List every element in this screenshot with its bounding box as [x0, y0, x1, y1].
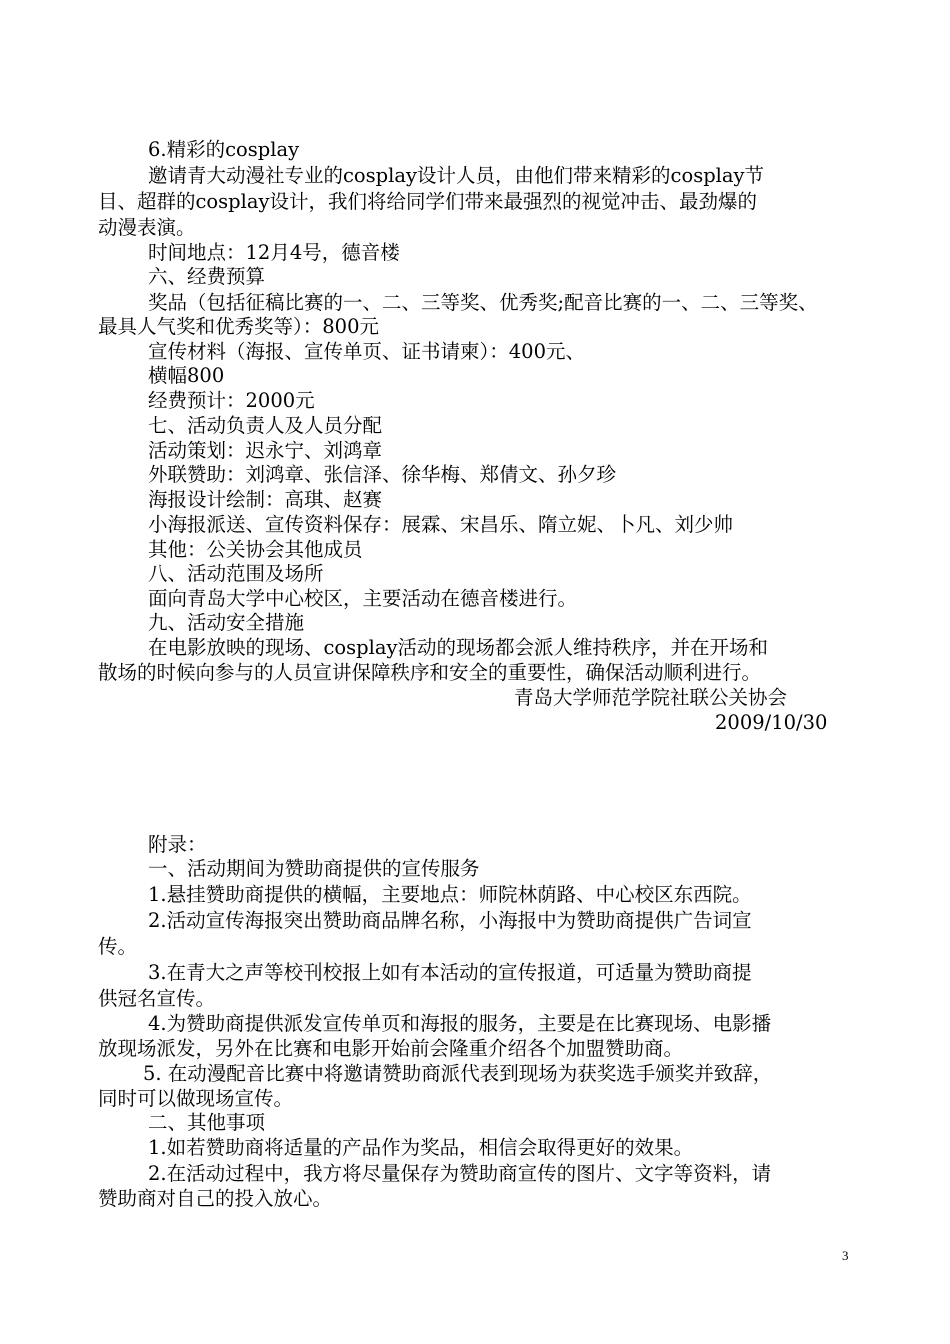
line-distribution: 小海报派送、宣传资料保存：展霖、宋昌乐、隋立妮、卜凡、刘少帅 [148, 513, 734, 536]
line-service-2b: 传。 [98, 935, 138, 958]
signature-organization: 青岛大学师范学院社联公关协会 [514, 686, 788, 709]
line-service-4b: 放现场派发，另外在比赛和电影开始前会隆重介绍各个加盟赞助商。 [98, 1037, 684, 1060]
line-poster-design: 海报设计绘制：高琪、赵赛 [148, 488, 383, 511]
heading-safety: 九、活动安全措施 [148, 611, 305, 634]
line-service-3b: 供冠名宣传。 [98, 987, 216, 1010]
line-banner: 横幅800 [148, 364, 225, 387]
line-safety-2: 散场的时候向参与的人员宣讲保障秩序和安全的重要性，确保活动顺利进行。 [98, 661, 762, 684]
line-scope: 面向青岛大学中心校区，主要活动在德音楼进行。 [148, 587, 578, 610]
line-service-4a: 4.为赞助商提供派发宣传单页和海报的服务，主要是在比赛现场、电影播 [148, 1012, 772, 1035]
heading-staff: 七、活动负责人及人员分配 [148, 414, 383, 437]
line-promo-material: 宣传材料（海报、宣传单页、证书请柬）：400元、 [148, 340, 585, 363]
line-service-2a: 2.活动宣传海报突出赞助商品牌名称，小海报中为赞助商提供广告词宣 [148, 909, 752, 932]
heading-budget: 六、经费预算 [148, 265, 266, 288]
line-prize-2: 最具人气奖和优秀奖等）：800元 [98, 315, 379, 338]
line-planning: 活动策划：迟永宁、刘鸿章 [148, 439, 383, 462]
line-other-1: 1.如若赞助商将适量的产品作为奖品，相信会取得更好的效果。 [148, 1136, 694, 1159]
line-other-2b: 赞助商对自己的投入放心。 [98, 1187, 333, 1210]
line-other-2a: 2.在活动过程中，我方将尽量保存为赞助商宣传的图片、文字等资料，请 [148, 1162, 772, 1185]
line-cosplay-1: 邀请青大动漫社专业的cosplay设计人员，由他们带来精彩的cosplay节 [148, 164, 765, 187]
line-safety-1: 在电影放映的现场、cosplay活动的现场都会派人维持秩序，并在开场和 [148, 636, 769, 659]
heading-sponsor-services: 一、活动期间为赞助商提供的宣传服务 [148, 857, 480, 880]
heading-scope: 八、活动范围及场所 [148, 562, 324, 585]
line-section6-title: 6.精彩的cosplay [148, 138, 300, 161]
page-number: 3 [842, 1248, 849, 1263]
line-service-3a: 3.在青大之声等校刊校报上如有本活动的宣传报道，可适量为赞助商提 [148, 961, 752, 984]
line-cosplay-2: 目、超群的cosplay设计，我们将给同学们带来最强烈的视觉冲击、最劲爆的 [98, 190, 758, 213]
line-budget-total: 经费预计：2000元 [148, 389, 315, 412]
heading-appendix: 附录： [148, 833, 207, 856]
line-sponsorship: 外联赞助：刘鸿章、张信泽、徐华梅、郑倩文、孙夕珍 [148, 463, 617, 486]
line-time-place: 时间地点：12月4号，德音楼 [148, 241, 400, 264]
line-service-1: 1.悬挂赞助商提供的横幅，主要地点：师院林荫路、中心校区东西院。 [148, 883, 752, 906]
line-service-5b: 同时可以做现场宣传。 [98, 1087, 294, 1110]
signature-date: 2009/10/30 [715, 711, 828, 734]
line-cosplay-3: 动漫表演。 [98, 216, 196, 239]
line-service-5a: 5. 在动漫配音比赛中将邀请赞助商派代表到现场为获奖选手颁奖并致辞， [143, 1062, 773, 1085]
line-prize-1: 奖品（包括征稿比赛的一、二、三等奖、优秀奖;配音比赛的一、二、三等奖、 [148, 291, 818, 314]
line-others: 其他：公关协会其他成员 [148, 538, 363, 561]
heading-other-matters: 二、其他事项 [148, 1111, 266, 1134]
